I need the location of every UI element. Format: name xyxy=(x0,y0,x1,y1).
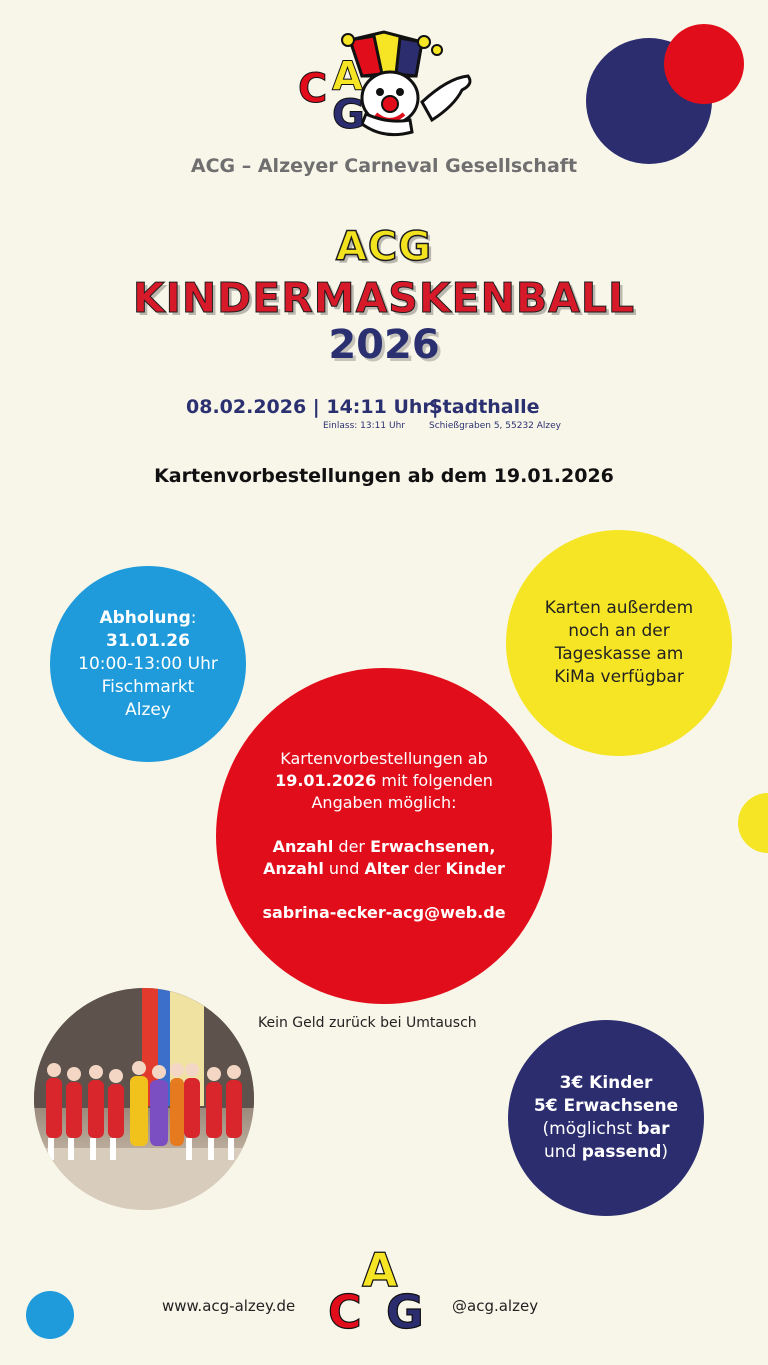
order-age: Alter xyxy=(364,859,409,878)
event-address: Schießgraben 5, 55232 Alzey xyxy=(429,421,561,431)
price-note-exact: passend xyxy=(581,1142,662,1162)
svg-text:G: G xyxy=(332,92,365,138)
website-link[interactable]: www.acg-alzey.de xyxy=(162,1297,296,1315)
title-acg: ACG xyxy=(335,224,433,270)
presale-notice: Kartenvorbestellungen ab dem 19.01.2026 xyxy=(154,465,614,487)
box-office-line-3: Tageskasse am xyxy=(554,644,684,664)
order-count: Anzahl xyxy=(272,837,334,856)
price-children: 3€ Kinder xyxy=(559,1073,653,1093)
order-children: Kinder xyxy=(445,859,505,878)
group-photo xyxy=(34,988,254,1210)
price-note-cash: bar xyxy=(637,1119,670,1139)
decor-circle-red xyxy=(664,24,744,104)
pickup-colon: : xyxy=(190,607,197,628)
svg-text:A: A xyxy=(332,54,363,100)
price-adults: 5€ Erwachsene xyxy=(533,1096,679,1116)
svg-text:C: C xyxy=(298,66,328,112)
price-note-c: und xyxy=(543,1142,582,1162)
order-der: der xyxy=(333,837,371,856)
order-line-3: Angaben möglich: xyxy=(311,793,457,812)
title-year: 2026 xyxy=(328,322,440,368)
prices-circle xyxy=(508,1020,704,1216)
svg-text:G: G xyxy=(386,1285,424,1336)
event-venue: Stadthalle xyxy=(429,396,540,418)
box-office-line-4: KiMa verfügbar xyxy=(554,667,684,687)
price-note-a: (möglichst xyxy=(542,1119,638,1139)
decor-circle-blue-small xyxy=(26,1291,74,1339)
pickup-time: 10:00-13:00 Uhr xyxy=(78,653,218,674)
title-kindermaskenball: KINDERMASKENBALL xyxy=(132,274,636,322)
box-office-line-1: Karten außerdem xyxy=(544,598,694,618)
order-email-link[interactable]: sabrina-ecker-acg@web.de xyxy=(262,903,506,922)
order-und: und xyxy=(323,859,365,878)
order-count-2: Anzahl xyxy=(263,859,324,878)
event-date-time: 08.02.2026 | 14:11 Uhr| xyxy=(186,396,439,418)
pickup-place: Fischmarkt xyxy=(101,676,195,697)
no-refund-notice: Kein Geld zurück bei Umtausch xyxy=(258,1015,477,1031)
social-handle[interactable]: @acg.alzey xyxy=(452,1297,539,1315)
event-entry-time: Einlass: 13:11 Uhr xyxy=(323,421,405,431)
organization-name: ACG – Alzeyer Carneval Gesellschaft xyxy=(190,155,578,177)
order-line-1: Kartenvorbestellungen ab xyxy=(280,749,488,768)
order-date: 19.01.2026 xyxy=(275,771,377,790)
box-office-line-2: noch an der xyxy=(568,621,670,641)
acg-logo xyxy=(326,1244,436,1336)
order-der-2: der xyxy=(408,859,446,878)
pickup-label: Abholung xyxy=(99,607,191,628)
clown-logo xyxy=(292,28,476,140)
pickup-date: 31.01.26 xyxy=(106,630,190,651)
svg-text:C: C xyxy=(328,1285,362,1336)
pickup-city: Alzey xyxy=(125,699,171,720)
svg-text:A: A xyxy=(362,1244,398,1297)
order-line-2-rest: mit folgenden xyxy=(376,771,493,790)
decor-circle-yellow-edge xyxy=(738,793,768,853)
price-note-e: ) xyxy=(661,1142,669,1162)
order-circle xyxy=(216,668,552,1004)
order-adults: Erwachsenen, xyxy=(370,837,496,856)
